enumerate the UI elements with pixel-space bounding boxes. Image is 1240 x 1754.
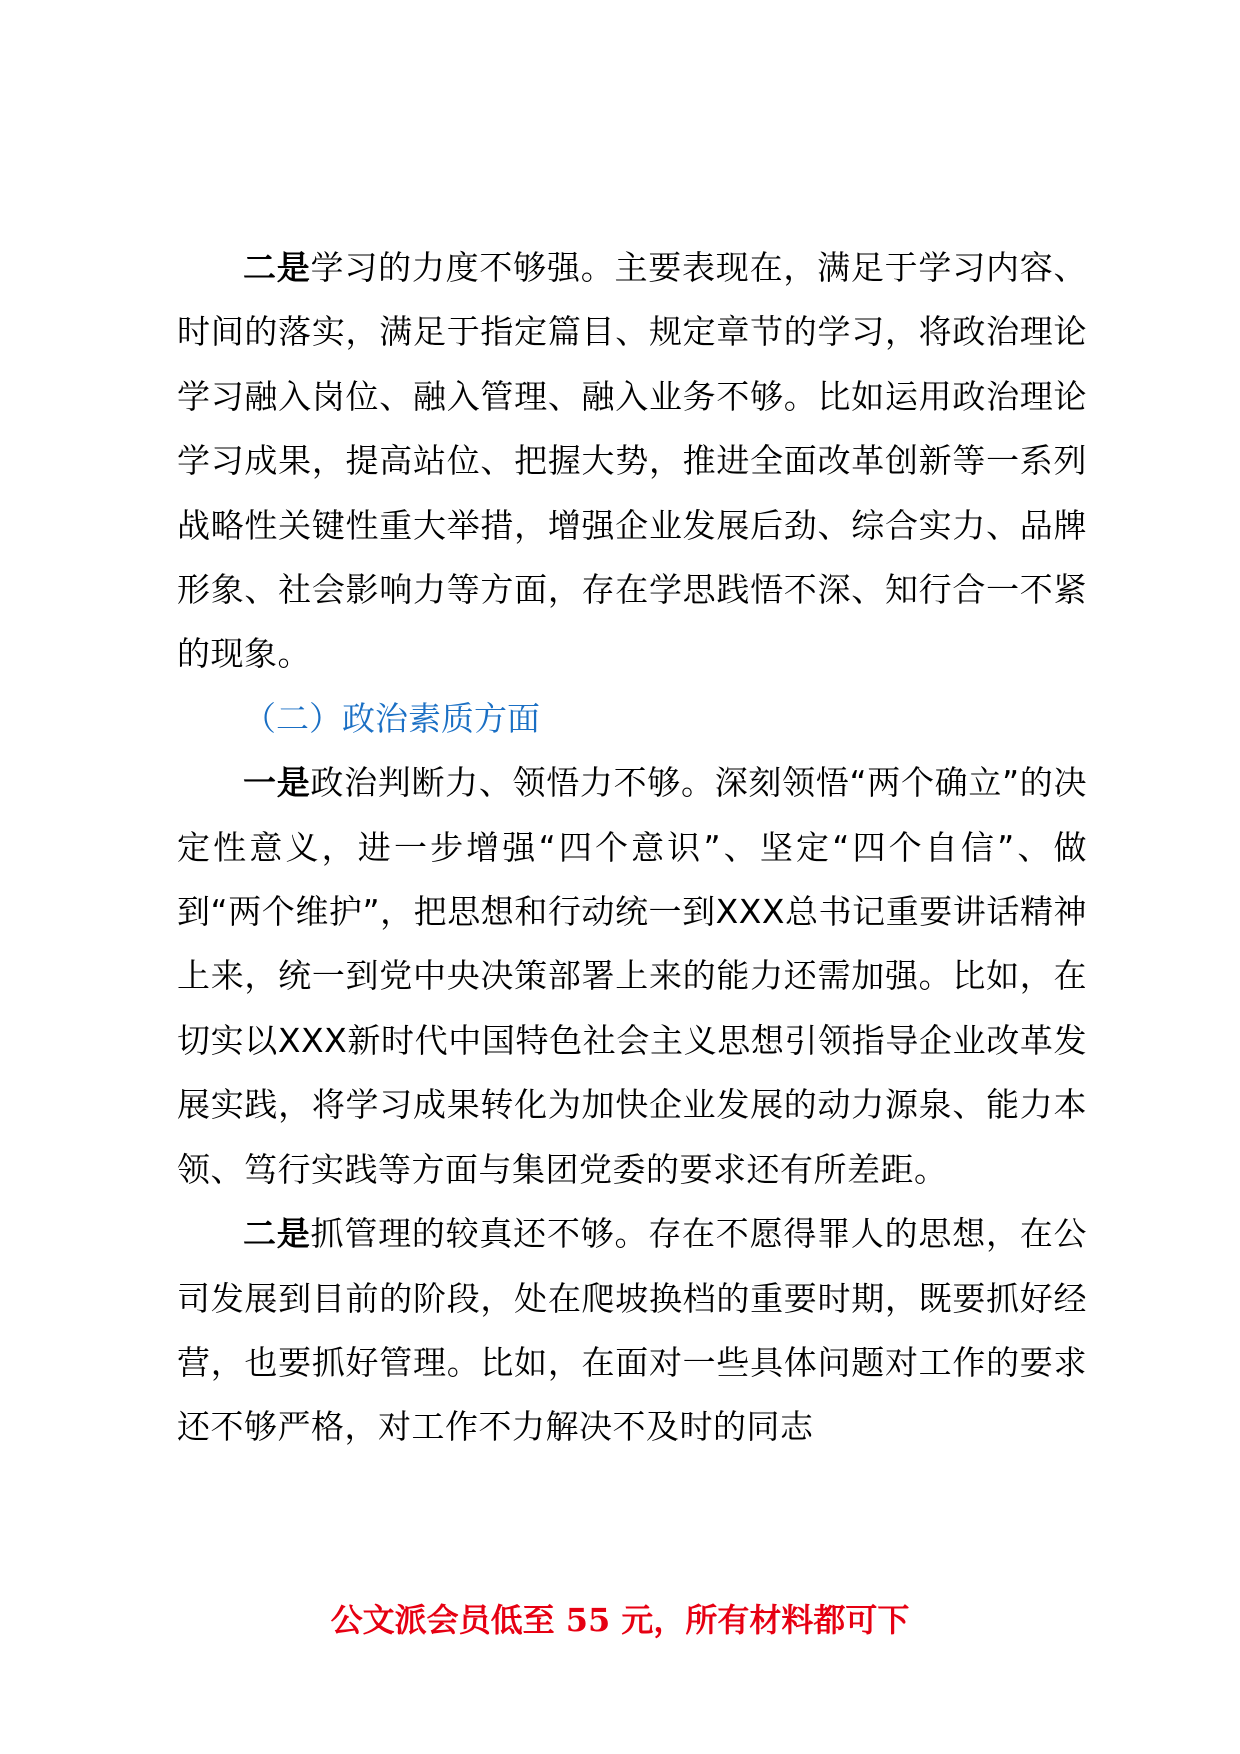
- paragraph-lead: 二是: [243, 1214, 311, 1254]
- footer-promo-note: 公文派会员低至 55 元，所有材料都可下: [330, 1601, 910, 1639]
- paragraph-text: 抓管理的较真还不够。存在不愿得罪人的思想，在公司发展到目前的阶段，处在爬坡换档的重要时期，既要抓好经营，也要抓好管理。比如，在面对一些具体问题对工作的要求还不够严格，对工作不力解决不及时的同志: [177, 1214, 1088, 1447]
- document-body: [177, 236, 1087, 1460]
- paragraph-second-learning-intensity: [177, 236, 1087, 687]
- paragraph-text: 政治判断力、领悟力不够。深刻领悟“两个确立”的决定性意义，进一步增强“四个意识”、坚定“四个自信”、做到“两个维护”，把思想和行动统一到XXX总书记重要讲话精神上来，统一到党中央决策部署上来的能力还需加强。比如，在切实以XXX新时代中国特色社会主义思想引领指导企业改革发展实践，将学习成果转化为加快企业发展的动力源泉、能力本领、笃行实践等方面与集团党委的要求还有所差距。: [177, 763, 1087, 1189]
- section-heading-political-quality: （二）政治素质方面: [243, 698, 540, 738]
- paragraph-second-management-rigor: [177, 1202, 1087, 1460]
- paragraph-lead: 二是: [243, 248, 311, 287]
- paragraph-first-political-judgment: [177, 751, 1087, 1202]
- paragraph-lead: 一是: [243, 763, 311, 803]
- paragraph-text: 学习的力度不够强。主要表现在，满足于学习内容、时间的落实，满足于指定篇目、规定章节的学习，将政治理论学习融入岗位、融入管理、融入业务不够。比如运用政治理论学习成果，提高站位、把握大势，推进全面改革创新等一系列战略性关键性重大举措，增强企业发展后劲、综合实力、品牌形象、社会影响力等方面，存在学思践悟不深、知行合一不紧的现象。: [177, 248, 1088, 674]
